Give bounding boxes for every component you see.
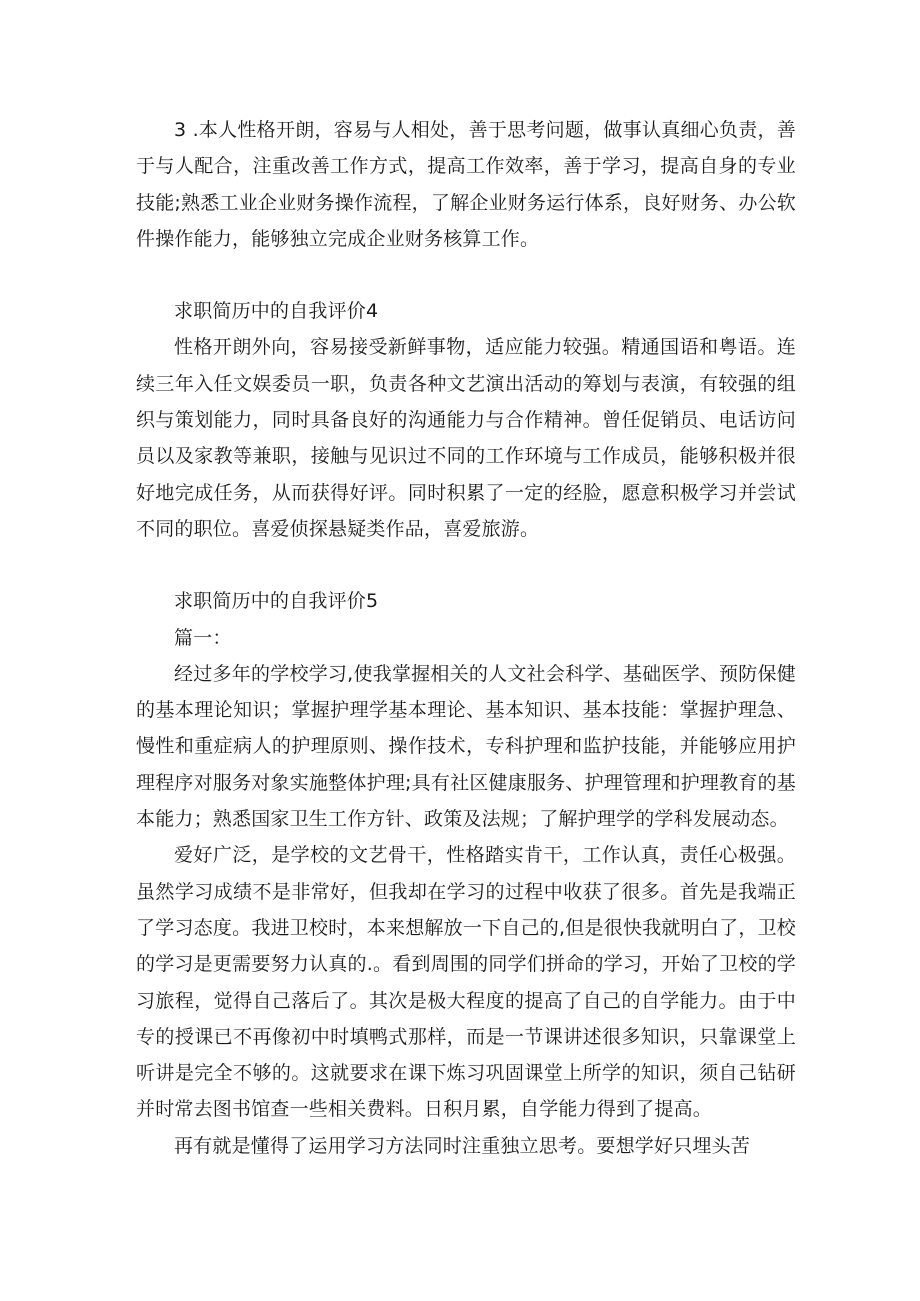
paragraph-self-evaluation-5b: 爱好广泛，是学校的文艺骨干，性格踏实肯干，工作认真，责任心极强。虽然学习成绩不是非常好，但我却在学习的过程中收获了很多。首先是我端正了学习态度。我进卫校时，本来想解放一下自己的,但是很快我就明白了，卫校的学习是更需要努力认真的.。看到周围的同学们拼命的学习，开始了卫校的学习旅程，觉得自己落后了。其次是极大程度的提高了自己的自学能力。由于中专的授课已不再像初中时填鸭式那样，而是一节课讲述很多知识，只靠课堂上听讲是完全不够的。这就要求在课下炼习巩固课堂上所学的知识，须自己钻研并时常去图书馆查一些相关费料。日积月累，自学能力得到了提高。 <box>136 844 796 1121</box>
subheading-part-one: 篇一： <box>174 626 232 649</box>
document-body <box>136 112 796 1164</box>
paragraph-self-evaluation-5a: 经过多年的学校学习,使我掌握相关的人文社会科学、基础医学、预防保健的基本理论知识；掌握护理学基本理论、基本知识、基本技能：掌握护理急、慢性和重症病人的护理原则、操作技术，专科护理和监护技能，并能够应用护理程序对服务对象实施整体护理;具有社区健康服务、护理管理和护理教育的基本能力；熟悉国家卫生工作方针、政策及法规；了解护理学的学科发展动态。 <box>136 662 796 831</box>
section-heading-4: 求职简历中的自我评价4 <box>174 300 379 323</box>
paragraph-self-evaluation-5c: 再有就是懂得了运用学习方法同时注重独立思考。要想学好只埋头苦 <box>174 1134 751 1157</box>
section-heading-5: 求职简历中的自我评价5 <box>174 590 379 613</box>
section-spacer <box>136 257 796 293</box>
paragraph-self-evaluation-4: 性格开朗外向，容易接受新鲜事物，适应能力较强。精通国语和粤语。连续三年入任文娱委员一职，负责各种文艺演出活动的筹划与表演，有较强的组织与策划能力，同时具备良好的沟通能力与合作精神。曾任促销员、电话访问员以及家教等兼职，接触与见识过不同的工作环境与工作成员，能够积极并很好地完成任务，从而获得好评。同时积累了一定的经脸，愿意积极学习并尝试不同的职位。喜爱侦探悬疑类作品，喜爱旅游。 <box>136 336 796 540</box>
section-spacer <box>136 547 796 583</box>
paragraph-self-evaluation-3: 3 .本人性格开朗，容易与人相处，善于思考问题，做事认真细心负责，善于与人配合，注重改善工作方式，提高工作效率，善于学习，提高自身的专业技能;熟悉工业企业财务操作流程，了解企业财务运行体系，良好财务、办公软件操作能力，能够独立完成企业财务核算工作。 <box>136 119 796 250</box>
